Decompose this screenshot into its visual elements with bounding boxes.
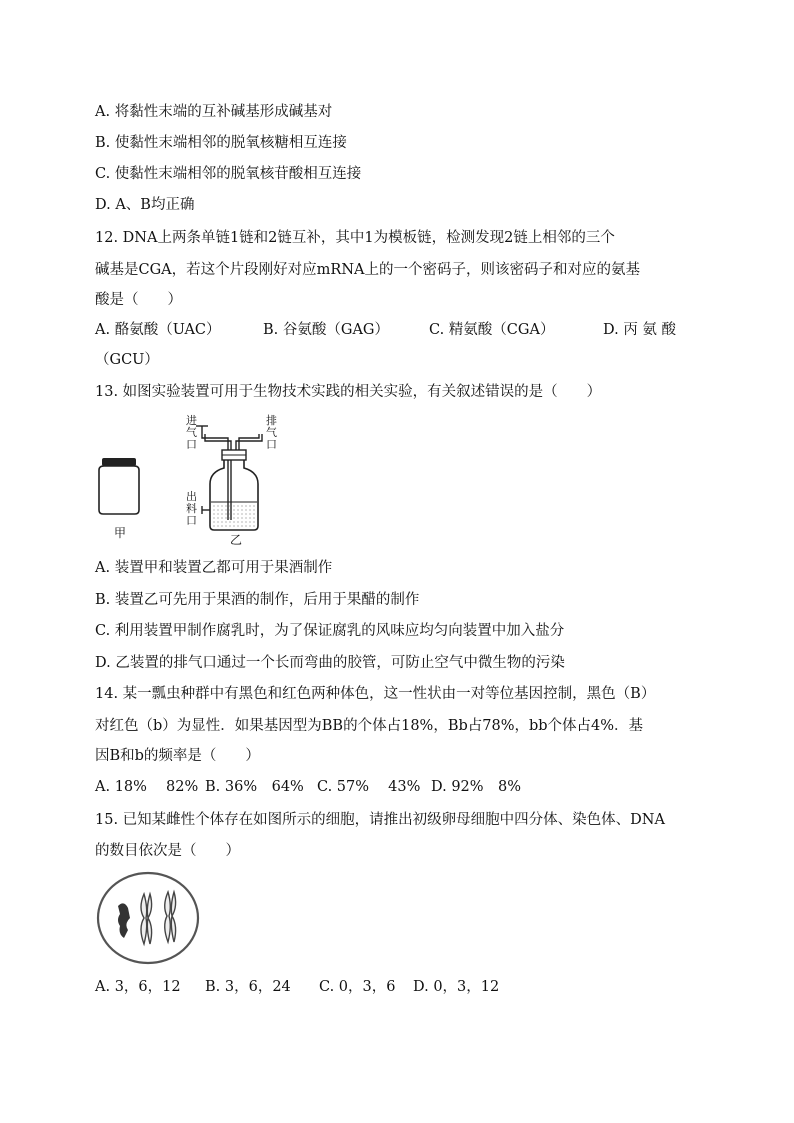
q15-option-a: A. 3，6，12: [95, 979, 181, 995]
q12-option-d: D. 丙 氨 酸: [603, 322, 677, 338]
q12-stem-line-2: 碱基是CGA，若这个片段刚好对应mRNA上的一个密码子，则该密码子和对应的氨基: [95, 262, 640, 278]
label-outlet-1: 排: [266, 414, 277, 427]
q11-option-c: C. 使黏性末端相邻的脱氧核苷酸相互连接: [95, 166, 362, 182]
q13-option-c: C. 利用装置甲制作腐乳时，为了保证腐乳的风味应均匀向装置中加入盐分: [95, 623, 565, 639]
q14-stem-line-3: 因B和b的频率是（ ）: [95, 748, 260, 764]
label-inlet-3: 口: [186, 438, 197, 451]
q14-stem-line-2: 对红色（b）为显性．如果基因型为BB的个体占18%，Bb占78%，bb个体占4%．基: [95, 718, 644, 734]
q12-option-d-continued: （GCU）: [95, 352, 159, 368]
label-inlet-1: 进: [186, 414, 197, 427]
q15-stem-line-1: 15. 已知某雌性个体存在如图所示的细胞，请推出初级卵母细胞中四分体、染色体、DNA: [95, 812, 665, 828]
q15-stem-line-2: 的数目依次是（ ）: [95, 843, 240, 859]
q15-option-c: C. 0，3，6: [319, 979, 396, 995]
label-jia: 甲: [114, 526, 127, 540]
q13-option-a: A. 装置甲和装置乙都可用于果酒制作: [95, 560, 333, 576]
label-yi: 乙: [230, 533, 243, 547]
label-inlet-2: 气: [186, 426, 197, 439]
fermentation-apparatus-figure: [90, 410, 280, 550]
q13-stem: 13. 如图实验装置可用于生物技术实践的相关实验，有关叙述错误的是（ ）: [95, 384, 602, 400]
bottle-yi: [196, 426, 262, 530]
q11-option-d: D. A、B均正确: [95, 197, 195, 213]
q12-option-a: A. 酪氨酸（UAC）: [95, 322, 221, 338]
q14-stem-line-1: 14. 某一瓢虫种群中有黑色和红色两种体色，这一性状由一对等位基因控制，黑色（B）: [95, 686, 656, 702]
q14-option-c: C. 57% 43%: [317, 779, 421, 795]
label-discharge-3: 口: [186, 514, 197, 527]
label-outlet-2: 气: [266, 426, 277, 439]
label-outlet-3: 口: [266, 438, 277, 451]
label-discharge-1: 出: [186, 490, 197, 503]
q12-option-c: C. 精氨酸（CGA）: [429, 322, 555, 338]
label-discharge-2: 料: [186, 502, 197, 515]
jar-jia: [99, 458, 139, 514]
q12-option-b: B. 谷氨酸（GAG）: [263, 322, 390, 338]
q15-option-d: D. 0，3，12: [413, 979, 500, 995]
q12-stem-line-3: 酸是（ ）: [95, 292, 182, 308]
q14-option-a: A. 18% 82%: [95, 779, 199, 795]
q12-stem-line-1: 12. DNA上两条单链1链和2链互补，其中1为模板链，检测发现2链上相邻的三个: [95, 230, 615, 246]
q15-option-b: B. 3，6，24: [205, 979, 291, 995]
q13-option-b: B. 装置乙可先用于果酒的制作，后用于果醋的制作: [95, 592, 420, 608]
q13-option-d: D. 乙装置的排气口通过一个长而弯曲的胶管，可防止空气中微生物的污染: [95, 655, 565, 671]
q14-option-d: D. 92% 8%: [431, 779, 522, 795]
q11-option-a: A. 将黏性末端的互补碱基形成碱基对: [95, 104, 333, 120]
cell-diagram: [94, 868, 202, 968]
q11-option-b: B. 使黏性末端相邻的脱氧核糖相互连接: [95, 135, 347, 151]
q14-option-b: B. 36% 64%: [205, 779, 304, 795]
